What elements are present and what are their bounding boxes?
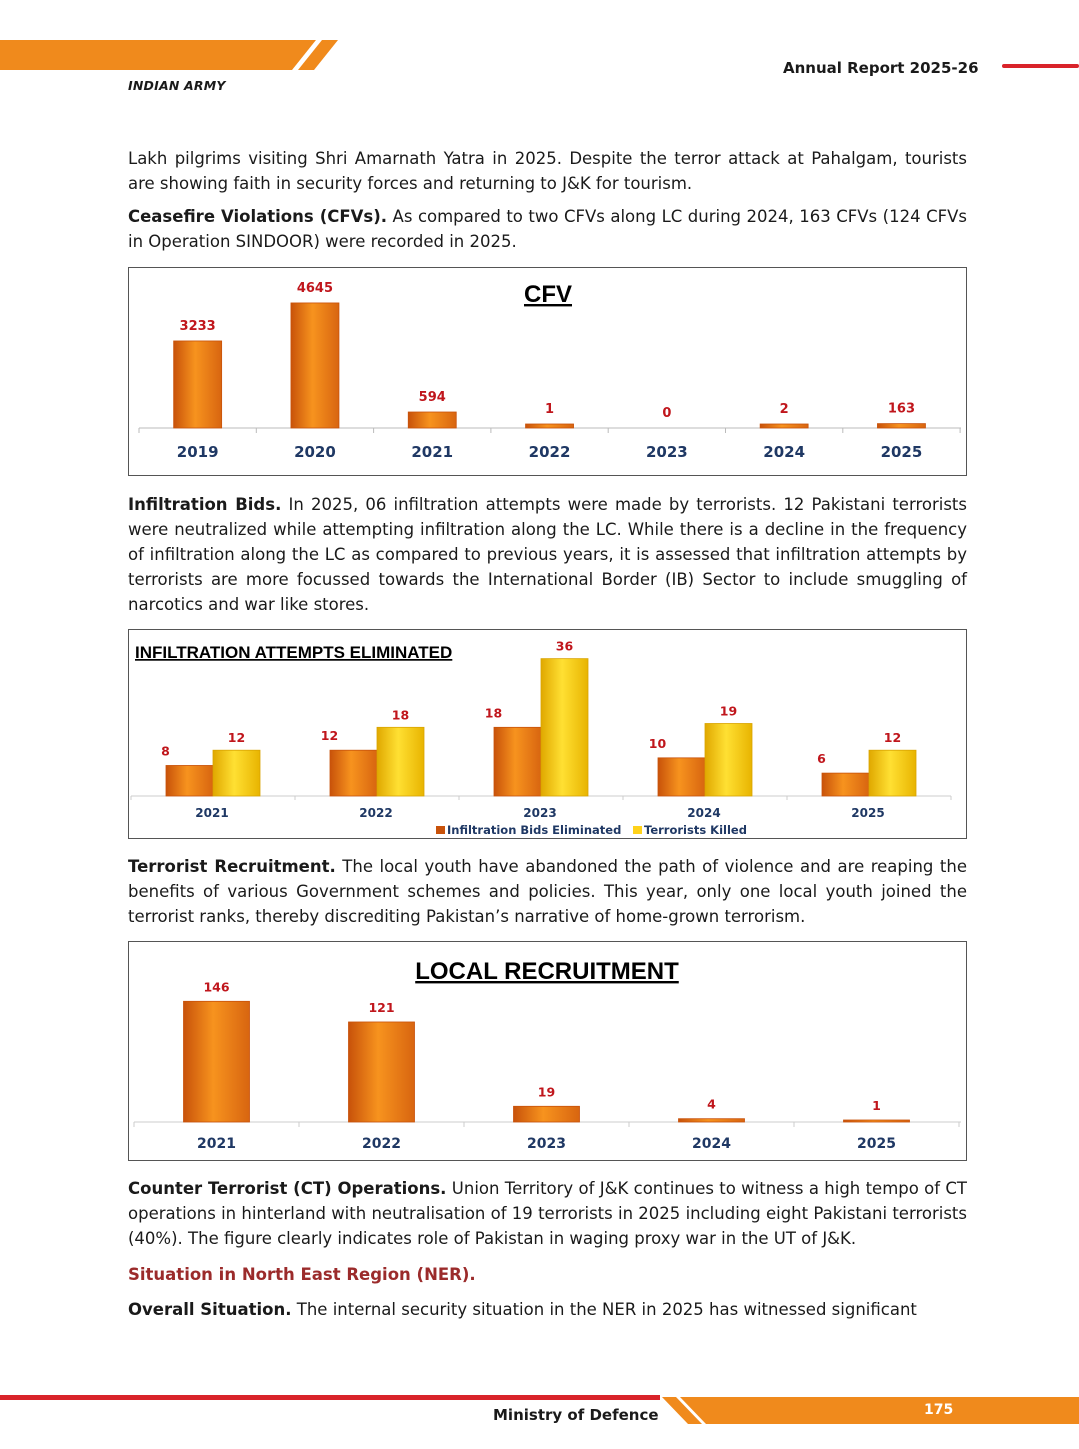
legend-swatch bbox=[436, 826, 445, 834]
page-number: 175 bbox=[924, 1402, 954, 1418]
x-tick-label: 2024 bbox=[687, 806, 721, 820]
x-tick-label: 2023 bbox=[645, 443, 688, 461]
data-label: 1 bbox=[545, 402, 555, 417]
paragraph-cfv bbox=[128, 204, 967, 254]
bar bbox=[844, 1120, 910, 1122]
x-tick-label: 2025 bbox=[880, 443, 923, 461]
paragraph-heading: Counter Terrorist (CT) Operations. bbox=[128, 1179, 447, 1198]
data-label: 4 bbox=[707, 1096, 716, 1112]
data-label: 18 bbox=[484, 705, 503, 721]
data-label: 4645 bbox=[296, 280, 334, 296]
paragraph-text: As compared to two CFVs along LC during 2024, 163 CFVs (124 CFVs in Operation SINDOOR) were recorded in 2025. bbox=[128, 207, 967, 251]
footer-ministry: Ministry of Defence bbox=[493, 1406, 659, 1424]
paragraph-text: The internal security situation in the NER in 2025 has witnessed significant bbox=[291, 1300, 917, 1319]
data-label: 594 bbox=[418, 390, 446, 406]
paragraph-overall-situation bbox=[128, 1297, 967, 1322]
paragraph-amarnath bbox=[128, 146, 967, 196]
chart-title: CFV bbox=[524, 281, 572, 308]
x-tick-label: 2023 bbox=[523, 806, 557, 820]
infiltration-chart-svg bbox=[129, 630, 968, 840]
bar bbox=[877, 424, 925, 428]
local-recruitment-chart bbox=[128, 941, 967, 1161]
data-label: 0 bbox=[662, 406, 672, 421]
data-label: 2 bbox=[779, 402, 789, 417]
bar bbox=[330, 750, 377, 796]
chart-title: INFILTRATION ATTEMPTS ELIMINATED bbox=[135, 643, 453, 662]
paragraph-text: The local youth have abandoned the path of violence and are reaping the benefits of various Government schemes and policies. This year, only one local youth joined the terrorist ranks, thereby discrediting Pakistan’s narrative of home-grown terrorism. bbox=[128, 857, 968, 926]
data-label: 18 bbox=[391, 707, 410, 723]
data-label: 19 bbox=[719, 703, 738, 719]
data-label: 36 bbox=[555, 638, 574, 654]
header-red-line bbox=[1002, 64, 1079, 68]
paragraph-text: Lakh pilgrims visiting Shri Amarnath Yatra in 2025. Despite the terror attack at Pahalgam, tourists are showing faith in security forces and returning to J&K for tourism. bbox=[128, 149, 967, 193]
paragraph-heading: Terrorist Recruitment. bbox=[128, 857, 336, 876]
x-tick-label: 2020 bbox=[294, 443, 336, 461]
bar bbox=[514, 1106, 580, 1122]
x-tick-label: 2024 bbox=[763, 443, 806, 461]
paragraph-infiltration bbox=[128, 492, 967, 617]
bar bbox=[541, 659, 588, 796]
report-title: Annual Report 2025-26 bbox=[783, 59, 979, 77]
bar bbox=[658, 758, 705, 796]
bar bbox=[869, 750, 916, 796]
paragraph-recruitment bbox=[128, 854, 967, 929]
section-heading-ner: Situation in North East Region (NER). bbox=[128, 1265, 476, 1284]
cfv-chart bbox=[128, 267, 967, 476]
bar bbox=[184, 1001, 250, 1122]
x-tick-label: 2023 bbox=[527, 1136, 566, 1152]
bar bbox=[166, 765, 213, 796]
bar bbox=[291, 303, 339, 428]
x-tick-label: 2022 bbox=[528, 443, 571, 461]
data-label: 6 bbox=[817, 751, 826, 767]
legend-swatch bbox=[633, 826, 642, 834]
chart-title: LOCAL RECRUITMENT bbox=[415, 958, 679, 985]
paragraph-text: Union Territory of J&K continues to witness a high tempo of CT operations in hinterland with neutralisation of 19 terrorists in 2025 including eight Pakistani terrorists (40%). The figure clearly indicates role of Pakistan in waging proxy war in the UT of J&K. bbox=[128, 1179, 968, 1248]
x-tick-label: 2021 bbox=[195, 806, 229, 820]
header-accent-bar bbox=[0, 40, 340, 70]
cfv-chart-svg bbox=[129, 268, 968, 477]
legend-label: Terrorists Killed bbox=[644, 823, 747, 837]
local-recruitment-chart-svg bbox=[129, 942, 968, 1162]
paragraph-text: In 2025, 06 infiltration attempts were made by terrorists. 12 Pakistani terrorists were neutralized while attempting infiltration along the LC. While there is a decline in the frequency of infiltration along the LC as compared to previous years, it is assessed that infiltration attempts by terrorists are more focussed towards the International Border (IB) Sector to include smuggling of narcotics and war like stores. bbox=[128, 495, 967, 614]
x-tick-label: 2021 bbox=[411, 443, 454, 461]
bar bbox=[377, 727, 424, 796]
bar bbox=[705, 724, 752, 797]
x-tick-label: 2025 bbox=[857, 1136, 896, 1152]
data-label: 163 bbox=[887, 401, 916, 417]
data-label: 1 bbox=[872, 1098, 881, 1113]
bar bbox=[526, 424, 574, 428]
data-label: 12 bbox=[320, 728, 339, 744]
data-label: 19 bbox=[537, 1084, 556, 1100]
paragraph-heading: Ceasefire Violations (CFVs). bbox=[128, 207, 388, 226]
bar bbox=[349, 1022, 415, 1122]
x-tick-label: 2025 bbox=[851, 806, 885, 820]
x-tick-label: 2022 bbox=[362, 1136, 401, 1152]
data-label: 3233 bbox=[179, 318, 216, 334]
bar bbox=[408, 412, 456, 428]
paragraph-heading: Overall Situation. bbox=[128, 1300, 292, 1319]
data-label: 12 bbox=[883, 730, 902, 746]
infiltration-chart bbox=[128, 629, 967, 839]
bar bbox=[822, 773, 869, 796]
bar bbox=[494, 727, 541, 796]
bar bbox=[760, 424, 808, 428]
x-tick-label: 2022 bbox=[359, 806, 393, 820]
data-label: 12 bbox=[227, 730, 246, 746]
x-tick-label: 2019 bbox=[176, 443, 219, 461]
paragraph-heading: Infiltration Bids. bbox=[128, 495, 282, 514]
bar bbox=[174, 341, 222, 428]
bar bbox=[213, 750, 260, 796]
paragraph-ct-operations bbox=[128, 1176, 967, 1251]
data-label: 10 bbox=[648, 735, 667, 751]
organization-name: INDIAN ARMY bbox=[128, 78, 226, 93]
x-tick-label: 2021 bbox=[197, 1136, 236, 1152]
legend-label: Infiltration Bids Eliminated bbox=[447, 823, 622, 837]
x-tick-label: 2024 bbox=[692, 1136, 731, 1152]
data-label: 146 bbox=[203, 979, 230, 995]
bar bbox=[679, 1119, 745, 1122]
data-label: 8 bbox=[161, 743, 170, 759]
data-label: 121 bbox=[368, 999, 395, 1015]
